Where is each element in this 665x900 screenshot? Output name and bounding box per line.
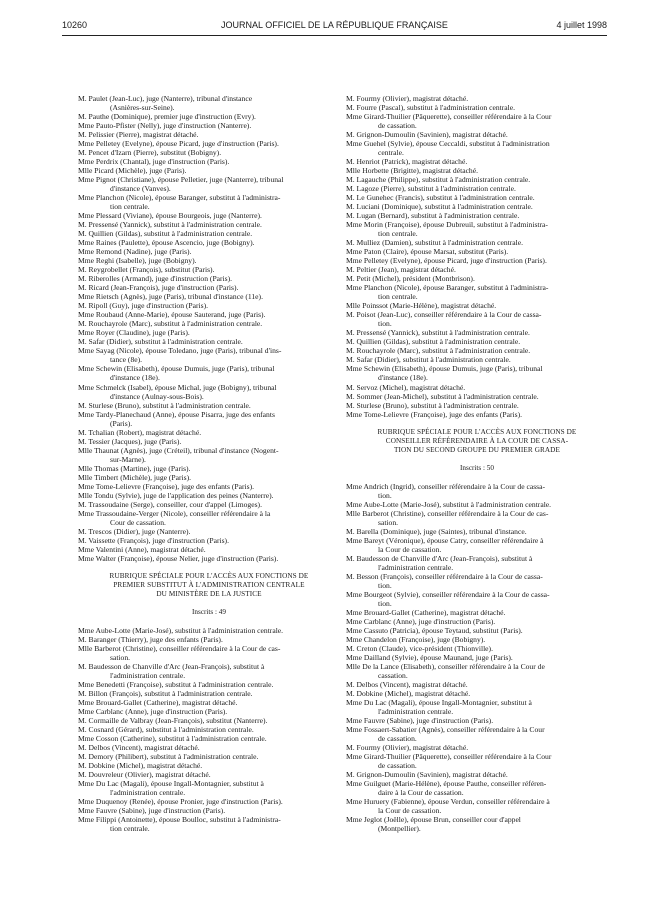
section-heading: DU MINISTÈRE DE LA JUSTICE bbox=[156, 589, 262, 598]
list-item: Mme Benedetti (Françoise), substitut à l'administration centrale. bbox=[78, 679, 274, 689]
section-heading: RUBRIQUE SPÉCIALE POUR L'ACCÈS AUX FONCTIONS DE bbox=[377, 427, 577, 436]
list-item: M. Lagauche (Philippe), substitut à l'administration centrale. bbox=[346, 175, 531, 185]
list-item-continuation: d'instance (18e). bbox=[110, 373, 160, 383]
page-header bbox=[62, 20, 607, 34]
list-item-continuation: d'instance (18e). bbox=[378, 373, 428, 383]
list-item: Mme Aube-Lotte (Marie-José), substitut à l'administration centrale. bbox=[346, 499, 552, 509]
section-heading: CONSEILLER RÉFÉRENDAIRE À LA COUR DE CASSA- bbox=[385, 436, 569, 445]
list-item-continuation: tion centrale. bbox=[110, 824, 150, 834]
list-item: M. Le Gunehec (Francis), substitut à l'administration centrale. bbox=[346, 193, 535, 203]
list-item-continuation: de cassation. bbox=[378, 761, 417, 771]
list-item-continuation: l'administration centrale. bbox=[378, 562, 454, 572]
list-item: Mme Du Lac (Magali), épouse Ingall-Montagnier, substitut à bbox=[346, 698, 532, 707]
list-item: Mme Schmelck (Isabel), épouse Michal, juge (Bobigny), tribunal bbox=[78, 382, 277, 392]
list-item: Mme Morin (Françoise), épouse Dubreuil, substitut à l'administra- bbox=[346, 220, 548, 230]
list-item-continuation: (Asnières-sur-Seine). bbox=[110, 103, 175, 113]
list-item: M. Henriot (Patrick), magistrat détaché. bbox=[346, 157, 468, 167]
list-item: Mme Remond (Nadine), juge (Paris). bbox=[78, 247, 192, 257]
list-item: M. Delbos (Vincent), magistrat détaché. bbox=[346, 679, 468, 689]
list-item: M. Sturlese (Bruno), substitut à l'administration centrale. bbox=[78, 400, 251, 410]
list-item: M. Safar (Didier), substitut à l'administration centrale. bbox=[346, 355, 511, 365]
list-item: M. Fourmy (Olivier), magistrat détaché. bbox=[346, 743, 469, 753]
list-item: Mme Guehel (Sylvie), épouse Ceccaldi, substitut à l'administration bbox=[346, 139, 550, 149]
list-item: Mme Brouard-Gallet (Catherine), magistrat détaché. bbox=[346, 607, 506, 617]
list-item: Mme Jeglot (Joëlle), épouse Brun, conseiller cour d'appel bbox=[346, 815, 521, 825]
list-item: Mlle Picard (Michèle), juge (Paris). bbox=[78, 166, 187, 176]
list-item: Mlle Horbette (Brigitte), magistrat détaché. bbox=[346, 166, 479, 176]
list-item: M. Baranger (Thierry), juge des enfants (Paris). bbox=[78, 634, 223, 644]
list-item-continuation: tion. bbox=[378, 319, 392, 329]
list-item-continuation: daire à la Cour de cassation. bbox=[378, 788, 464, 798]
list-item: Mme Paton (Claire), épouse Marsat, substitut (Paris). bbox=[346, 247, 509, 257]
list-item: M. Lagoze (Pierre), substitut à l'administration centrale. bbox=[346, 184, 516, 194]
list-item: M. Pressensé (Yannick), substitut à l'administration centrale. bbox=[346, 328, 530, 338]
list-item-continuation: l'administration centrale. bbox=[110, 788, 186, 798]
list-item: M. Fourmy (Olivier), magistrat détaché. bbox=[346, 94, 469, 103]
list-item: M. Luciani (Dominique), substitut à l'administration centrale. bbox=[346, 202, 533, 212]
list-item: Mme Tome-Lelievre (Françoise), juge des enfants (Paris). bbox=[346, 409, 523, 419]
list-item: M. Paulet (Jean-Luc), juge (Nanterre), tribunal d'instance bbox=[78, 94, 253, 103]
list-item: Mme Roubaud (Anne-Marie), épouse Sauterand, juge (Paris). bbox=[78, 310, 266, 320]
list-item: Mme Schewin (Elisabeth), épouse Dumuis, juge (Paris), tribunal bbox=[346, 364, 543, 374]
list-item: Mme Fauvre (Sabine), juge d'instruction (Paris). bbox=[346, 716, 494, 726]
list-item: M. Dobkine (Michel), magistrat détaché. bbox=[78, 761, 203, 771]
list-item: Mme Tome-Lelievre (Françoise), juge des enfants (Paris). bbox=[78, 481, 255, 491]
list-item: Mme Bourgeot (Sylvie), conseiller référendaire à la Cour de cassa- bbox=[346, 589, 550, 599]
list-item: Mme Cassuto (Patricia), épouse Teytaud, substitut (Paris). bbox=[346, 625, 523, 635]
spacer bbox=[346, 455, 608, 464]
list-item-continuation: d'instance (Vanves). bbox=[110, 184, 171, 194]
list-item: M. Demory (Philibert), substitut à l'administration centrale. bbox=[78, 752, 259, 762]
list-item: Mlle Thaunat (Agnès), juge (Créteil), tribunal d'instance (Nogent- bbox=[78, 445, 279, 455]
list-item: Mme Rietsch (Agnès), juge (Paris), tribunal d'instance (11e). bbox=[78, 292, 263, 302]
list-item: M. Barella (Dominique), juge (Saintes), tribunal d'instance. bbox=[346, 526, 527, 536]
list-item: M. Cosnard (Gérard), substitut à l'administration centrale. bbox=[78, 725, 254, 735]
spacer bbox=[78, 599, 340, 608]
list-item-continuation: sation. bbox=[378, 517, 399, 527]
list-item-continuation: sation. bbox=[110, 652, 131, 662]
header-rule bbox=[62, 35, 607, 36]
list-item: Mme Huruery (Fabienne), épouse Verdun, conseiller référendaire à bbox=[346, 797, 550, 807]
list-item: Mlle Tondu (Sylvie), juge de l'application des peines (Nanterre). bbox=[78, 490, 274, 500]
list-item: Mlle Poinssot (Marie-Hélène), magistrat détaché. bbox=[346, 301, 497, 311]
list-item: M. Douvreleur (Olivier), magistrat détaché. bbox=[78, 770, 211, 780]
spacer bbox=[78, 563, 340, 572]
list-item: Mme Walter (Françoise), épouse Nelier, juge d'instruction (Paris). bbox=[78, 553, 279, 563]
list-item: Mme Aube-Lotte (Marie-José), substitut à l'administration centrale. bbox=[78, 625, 284, 635]
list-item: Mlle Timbert (Michèle), juge (Paris). bbox=[78, 472, 192, 482]
list-item-continuation: (Paris). bbox=[110, 418, 133, 428]
list-item: Mme Planchon (Nicole), épouse Baranger, substitut à l'administra- bbox=[78, 193, 281, 203]
list-item: Mme Perdrix (Chantal), juge d'instruction (Paris). bbox=[78, 157, 230, 167]
list-item: Mme Girard-Thuilier (Pâquerette), conseiller référendaire à la Cour bbox=[346, 112, 552, 122]
page-number: 10260 bbox=[62, 20, 88, 30]
list-item: M. Tessier (Jacques), juge (Paris). bbox=[78, 436, 182, 446]
list-item-continuation: l'administration centrale. bbox=[110, 670, 186, 680]
spacer bbox=[346, 419, 608, 428]
list-item-continuation: tion centrale. bbox=[110, 202, 150, 212]
list-item: Mme Sayag (Nicole), épouse Toledano, juge (Paris), tribunal d'ins- bbox=[78, 346, 282, 356]
list-item: Mme Dailland (Sylvie), épouse Maunand, juge (Paris). bbox=[346, 652, 513, 662]
list-item: Mme Fauvre (Sabine), juge d'instruction (Paris). bbox=[78, 806, 226, 816]
list-item: M. Tchalian (Robert), magistrat détaché. bbox=[78, 427, 202, 437]
list-item: M. Quillien (Gildas), substitut à l'administration centrale. bbox=[346, 337, 521, 347]
list-item: M. Riberolles (Armand), juge d'instruction (Paris). bbox=[78, 274, 233, 284]
list-item: Mme Girard-Thuilier (Pâquerette), conseiller référendaire à la Cour bbox=[346, 752, 552, 762]
list-item-continuation: tance (8e). bbox=[110, 355, 143, 365]
list-item-continuation: tion. bbox=[378, 490, 392, 500]
list-item: Mme Andrich (Ingrid), conseiller référendaire à la Cour de cassa- bbox=[346, 481, 546, 491]
list-item: M. Cormaille de Valbray (Jean-François), substitut (Nanterre). bbox=[78, 716, 268, 726]
right-column bbox=[346, 94, 608, 833]
list-item: M. Lugan (Bernard), substitut à l'administration centrale. bbox=[346, 211, 520, 221]
list-item-continuation: tion. bbox=[378, 598, 392, 608]
journal-title: JOURNAL OFFICIEL DE LA RÉPUBLIQUE FRANÇAISE bbox=[221, 20, 448, 30]
list-item-continuation: tion. bbox=[378, 580, 392, 590]
list-item: Mlle De la Lance (Elisabeth), conseiller référendaire à la Cour de bbox=[346, 661, 545, 671]
list-item: Mme Carblanc (Anne), juge d'instruction (Paris). bbox=[78, 707, 228, 717]
list-item-continuation: la Cour de cassation. bbox=[378, 806, 442, 816]
list-item-continuation: cassation. bbox=[378, 670, 408, 680]
list-item: M. Ricard (Jean-François), juge d'instruction (Paris). bbox=[78, 283, 239, 293]
list-item: M. Fourre (Pascal), substitut à l'administration centrale. bbox=[346, 103, 516, 113]
list-item: M. Besson (François), conseiller référendaire à la Cour de cassa- bbox=[346, 571, 543, 581]
list-item: Mme Valentini (Anne), magistrat détaché. bbox=[78, 544, 206, 554]
section-heading: TION DU SECOND GROUPE DU PREMIER GRADE bbox=[394, 445, 560, 454]
list-item: M. Pressensé (Yannick), substitut à l'administration centrale. bbox=[78, 220, 262, 230]
list-item: M. Poisot (Jean-Luc), conseiller référendaire à la Cour de cassa- bbox=[346, 310, 542, 320]
section-heading: PREMIER SUBSTITUT À L'ADMINISTRATION CENTRALE bbox=[113, 580, 305, 589]
list-item: M. Grignon-Dumoulin (Savinien), magistrat détaché. bbox=[346, 130, 508, 140]
issue-date: 4 juillet 1998 bbox=[556, 20, 607, 30]
list-item: Mme Fossaert-Sabatier (Agnès), conseiller référendaire à la Cour bbox=[346, 725, 545, 735]
list-item: M. Vaissette (François), juge d'instruction (Paris). bbox=[78, 535, 229, 545]
list-item: M. Sturlese (Bruno), substitut à l'administration centrale. bbox=[346, 400, 519, 410]
list-item-continuation: tion centrale. bbox=[378, 292, 418, 302]
list-item-continuation: de cassation. bbox=[378, 121, 417, 131]
list-item: Mme Pelletey (Evelyne), épouse Picard, juge d'instruction (Paris). bbox=[78, 139, 279, 149]
list-item: M. Rouchayrole (Marc), substitut à l'administration centrale. bbox=[78, 319, 263, 329]
list-item: Mme Planchon (Nicole), épouse Baranger, substitut à l'administra- bbox=[346, 283, 549, 293]
list-item: Mme Filippi (Antoinette), épouse Boulloc, substitut à l'administra- bbox=[78, 815, 281, 825]
list-item: Mlle Barberot (Christine), conseiller référendaire à la Cour de cas- bbox=[346, 508, 549, 518]
list-item-continuation: Cour de cassation. bbox=[110, 517, 166, 527]
list-item: M. Peltier (Jean), magistrat détaché. bbox=[346, 265, 456, 275]
list-item: Mme Plessard (Viviane), épouse Bourgeois, juge (Nanterre). bbox=[78, 211, 262, 221]
left-column bbox=[78, 94, 340, 833]
list-item: Mme Du Lac (Magali), épouse Ingall-Montagnier, substitut à bbox=[78, 779, 264, 789]
list-item: Mme Bareyt (Véronique), épouse Catry, conseiller référendaire à bbox=[346, 535, 544, 545]
list-item: M. Rouchayrole (Marc), substitut à l'administration centrale. bbox=[346, 346, 531, 356]
list-item: Mme Trassoudaine-Verger (Nicole), conseiller référendaire à la bbox=[78, 508, 271, 518]
list-item-continuation: l'administration centrale. bbox=[378, 707, 454, 717]
list-item: M. Sommer (Jean-Michel), substitut à l'administration centrale. bbox=[346, 391, 539, 401]
list-item: M. Safar (Didier), substitut à l'administration centrale. bbox=[78, 337, 243, 347]
list-item-continuation: sur-Marne). bbox=[110, 454, 146, 464]
list-item: M. Creton (Claude), vice-président (Thionville). bbox=[346, 643, 493, 653]
list-item: M. Pencet d'Izarn (Pierre), substitut (Bobigny). bbox=[78, 148, 222, 158]
list-item-continuation: (Montpellier). bbox=[378, 824, 421, 834]
list-item-continuation: tion centrale. bbox=[378, 229, 418, 239]
list-item-continuation: centrale. bbox=[378, 148, 404, 158]
list-item: Mme Carblanc (Anne), juge d'instruction (Paris). bbox=[346, 616, 496, 626]
list-item: M. Petit (Michel), président (Montbrison). bbox=[346, 274, 475, 284]
list-item: Mlle Thomas (Martine), juge (Paris). bbox=[78, 463, 191, 473]
list-item: M. Grignon-Dumoulin (Savinien), magistrat détaché. bbox=[346, 770, 508, 780]
list-item: M. Reygrobellet (François), substitut (Paris). bbox=[78, 265, 215, 275]
list-item: Mme Pignot (Christiane), épouse Pelletier, juge (Nanterre), tribunal bbox=[78, 175, 284, 185]
spacer bbox=[78, 617, 340, 626]
list-item: M. Delbos (Vincent), magistrat détaché. bbox=[78, 743, 200, 753]
list-item-continuation: la Cour de cassation. bbox=[378, 544, 442, 554]
list-item: Mme Tardy-Planechaud (Anne), épouse Pisarra, juge des enfants bbox=[78, 409, 275, 419]
list-item: Mme Pauto-Pfister (Nelly), juge d'instruction (Nanterre). bbox=[78, 121, 252, 131]
list-item: M. Pelissier (Pierre), magistrat détaché. bbox=[78, 130, 199, 140]
list-item: Mme Schewin (Elisabeth), épouse Dumuis, juge (Paris), tribunal bbox=[78, 364, 275, 374]
spacer bbox=[346, 473, 608, 482]
list-item: M. Ripoll (Guy), juge d'instruction (Paris). bbox=[78, 301, 209, 311]
list-item: M. Servoz (Michel), magistrat détaché. bbox=[346, 382, 466, 392]
list-item: M. Baudesson de Chanville d'Arc (Jean-François), substitut à bbox=[346, 553, 533, 563]
list-item: M. Trescos (Didier), juge (Nanterre). bbox=[78, 526, 191, 536]
list-item: M. Dobkine (Michel), magistrat détaché. bbox=[346, 688, 471, 698]
list-item: Mme Raines (Paulette), épouse Ascencio, juge (Bobigny). bbox=[78, 238, 255, 248]
list-item: Mme Duquenoy (Renée), épouse Pronier, juge d'instruction (Paris). bbox=[78, 797, 283, 807]
list-item: M. Pauthe (Dominique), premier juge d'instruction (Evry). bbox=[78, 112, 256, 122]
list-item: Mme Guilguet (Marie-Hélène), épouse Pauthe, conseiller référen- bbox=[346, 779, 547, 789]
list-item: Mlle Barberot (Christine), conseiller référendaire à la Cour de cas- bbox=[78, 643, 281, 653]
list-item: M. Baudesson de Chanville d'Arc (Jean-François), substitut à bbox=[78, 661, 265, 671]
list-item: M. Mulliez (Damien), substitut à l'administration centrale. bbox=[346, 238, 524, 248]
registered-count: Inscrits : 49 bbox=[192, 607, 226, 616]
list-item: M. Quillien (Gildas), substitut à l'administration centrale. bbox=[78, 229, 253, 239]
list-item: M. Trassoudaine (Serge), conseiller, cour d'appel (Limoges). bbox=[78, 499, 262, 509]
list-item-continuation: de cassation. bbox=[378, 734, 417, 744]
registered-count: Inscrits : 50 bbox=[460, 463, 494, 472]
section-heading: RUBRIQUE SPÉCIALE POUR L'ACCÈS AUX FONCTIONS DE bbox=[109, 571, 309, 580]
list-item: Mme Cosson (Catherine), substitut à l'administration centrale. bbox=[78, 734, 267, 744]
list-item: M. Billon (François), substitut à l'administration centrale. bbox=[78, 688, 253, 698]
list-item: Mme Brouard-Gallet (Catherine), magistrat détaché. bbox=[78, 698, 238, 707]
list-item: Mme Reghi (Isabelle), juge (Bobigny). bbox=[78, 256, 197, 266]
list-item: Mme Royer (Claudine), juge (Paris). bbox=[78, 328, 190, 338]
list-item: Mme Chandelon (Françoise), juge (Bobigny). bbox=[346, 634, 486, 644]
list-item-continuation: d'instance (Aulnay-sous-Bois). bbox=[110, 391, 204, 401]
list-item: Mme Pelletey (Evelyne), épouse Picard, juge d'instruction (Paris). bbox=[346, 256, 547, 266]
